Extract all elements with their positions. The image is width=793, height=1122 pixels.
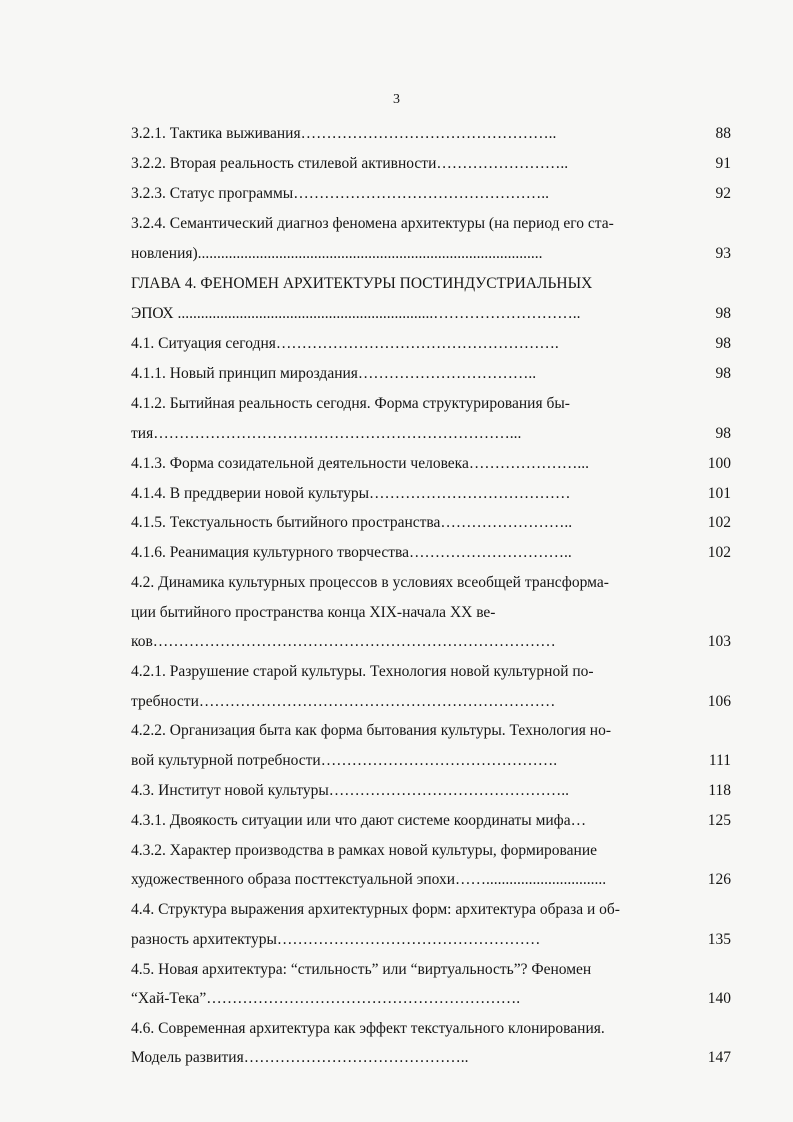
toc-line-text: 4.2.1. Разрушение старой культуры. Технология новой культурной по- bbox=[131, 663, 594, 680]
toc-page-number: 135 bbox=[707, 931, 731, 948]
toc-page-number: 140 bbox=[707, 990, 731, 1007]
toc-page-number: 101 bbox=[707, 485, 731, 502]
toc-line-text: тия……………………………………………………………... bbox=[131, 425, 522, 442]
toc-line bbox=[131, 869, 731, 891]
toc-page-number: 126 bbox=[707, 871, 731, 888]
toc-line-text: 4.1.2. Бытийная реальность сегодня. Форма структурирования бы- bbox=[131, 395, 570, 412]
toc-line bbox=[131, 780, 731, 802]
toc-line bbox=[131, 572, 731, 594]
toc-line-text: 3.2.1. Тактика выживания………………………………………….. bbox=[131, 125, 557, 142]
toc-line-text: 3.2.2. Вторая реальность стилевой активности…………………….. bbox=[131, 155, 569, 172]
toc-line bbox=[131, 393, 731, 415]
toc-line bbox=[131, 512, 731, 534]
toc-page-number: 98 bbox=[715, 425, 731, 442]
toc-line-text: вой культурной потребности………………………………………. bbox=[131, 752, 558, 769]
toc-line-text: 3.2.3. Статус программы………………………………………….. bbox=[131, 185, 549, 202]
toc-page-number: 98 bbox=[715, 305, 731, 322]
toc-line bbox=[131, 303, 731, 325]
toc-line bbox=[131, 750, 731, 772]
toc-page-number: 88 bbox=[715, 125, 731, 142]
toc-line bbox=[131, 1018, 731, 1040]
toc-line bbox=[131, 1047, 731, 1069]
toc-line-text: требности…………………………………………………………… bbox=[131, 693, 556, 710]
toc-line-text: 4.1.6. Реанимация культурного творчества………………………….. bbox=[131, 544, 572, 561]
toc-line-text: 4.5. Новая архитектура: “стильность” или “виртуальность”? Феномен bbox=[131, 961, 592, 978]
toc-line bbox=[131, 363, 731, 385]
toc-line-text: 4.1. Ситуация сегодня………………………………………………. bbox=[131, 335, 559, 352]
toc-line bbox=[131, 333, 731, 355]
toc-page-number: 102 bbox=[707, 544, 731, 561]
toc-line bbox=[131, 602, 731, 624]
toc-line bbox=[131, 423, 731, 445]
toc-line-text: 4.4. Структура выражения архитектурных форм: архитектура образа и об- bbox=[131, 901, 620, 918]
toc-line bbox=[131, 720, 731, 742]
toc-line-text: разность архитектуры…………………………………………… bbox=[131, 931, 541, 948]
toc-line-text: 4.6. Современная архитектура как эффект текстуального клонирования. bbox=[131, 1020, 605, 1037]
toc-line-text: ков…………………………………………………………………… bbox=[131, 633, 556, 650]
toc-line bbox=[131, 959, 731, 981]
toc-line bbox=[131, 123, 731, 145]
toc-page-number: 111 bbox=[708, 752, 731, 769]
toc-line-text: художественного образа посттекстуальной эпохи……............................... bbox=[131, 871, 607, 888]
toc-line-text: 4.1.1. Новый принцип мироздания…………………………….. bbox=[131, 365, 537, 382]
toc-page-number: 118 bbox=[708, 782, 731, 799]
toc-page-number: 92 bbox=[715, 185, 731, 202]
toc-line bbox=[131, 988, 731, 1010]
toc-line bbox=[131, 542, 731, 564]
toc-line-text: 4.3. Институт новой культуры……………………………………….. bbox=[131, 782, 570, 799]
toc-page-number: 93 bbox=[715, 245, 731, 262]
toc-line bbox=[131, 631, 731, 653]
page-number: 3 bbox=[393, 92, 400, 107]
toc-page-number: 147 bbox=[707, 1049, 731, 1066]
toc-line bbox=[131, 453, 731, 475]
toc-line-text: 3.2.4. Семантический диагноз феномена архитектуры (на период его ста- bbox=[131, 215, 614, 232]
toc-line bbox=[131, 899, 731, 921]
toc-line-text: ЭПОХ ..................................................................……………………….. bbox=[131, 305, 581, 322]
toc-line bbox=[131, 243, 731, 265]
toc-line-text: “Хай-Тека”……………………………………………………. bbox=[131, 990, 521, 1007]
toc-page-number: 100 bbox=[707, 455, 731, 472]
toc-page-number: 91 bbox=[715, 155, 731, 172]
toc-line-text: Модель развития…………………………………….. bbox=[131, 1049, 469, 1066]
toc-line-text: ГЛАВА 4. ФЕНОМЕН АРХИТЕКТУРЫ ПОСТИНДУСТРИАЛЬНЫХ bbox=[131, 275, 593, 292]
toc-line-text: 4.2. Динамика культурных процессов в условиях всеобщей трансформа- bbox=[131, 574, 609, 591]
toc-line bbox=[131, 273, 731, 295]
toc-page-number: 98 bbox=[715, 365, 731, 382]
toc-line bbox=[131, 929, 731, 951]
toc-line bbox=[131, 183, 731, 205]
toc-line-text: новления)......................................................................................... bbox=[131, 245, 543, 262]
toc-line bbox=[131, 840, 731, 862]
toc-line bbox=[131, 691, 731, 713]
toc-line bbox=[131, 661, 731, 683]
toc-line bbox=[131, 153, 731, 175]
toc-page-number: 106 bbox=[707, 693, 731, 710]
toc-line-text: ции бытийного пространства конца XIX-начала XX ве- bbox=[131, 604, 496, 621]
toc-page-number: 98 bbox=[715, 335, 731, 352]
toc-line bbox=[131, 483, 731, 505]
toc-page-number: 103 bbox=[707, 633, 731, 650]
toc-line-text: 4.1.4. В преддверии новой культуры………………………………… bbox=[131, 485, 571, 502]
toc-line-text: 4.3.2. Характер производства в рамках новой культуры, формирование bbox=[131, 842, 598, 859]
toc-line-text: 4.1.5. Текстуальность бытийного пространства…………………….. bbox=[131, 514, 573, 531]
toc-line bbox=[131, 810, 731, 832]
toc-page-number: 102 bbox=[707, 514, 731, 531]
toc-line-text: 4.2.2. Организация быта как форма бытования культуры. Технология но- bbox=[131, 722, 612, 739]
toc-line bbox=[131, 213, 731, 235]
toc-page-number: 125 bbox=[707, 812, 731, 829]
toc-line-text: 4.3.1. Двоякость ситуации или что дают системе координаты мифа… bbox=[131, 812, 587, 829]
toc-line-text: 4.1.3. Форма созидательной деятельности человека…………………... bbox=[131, 455, 589, 472]
